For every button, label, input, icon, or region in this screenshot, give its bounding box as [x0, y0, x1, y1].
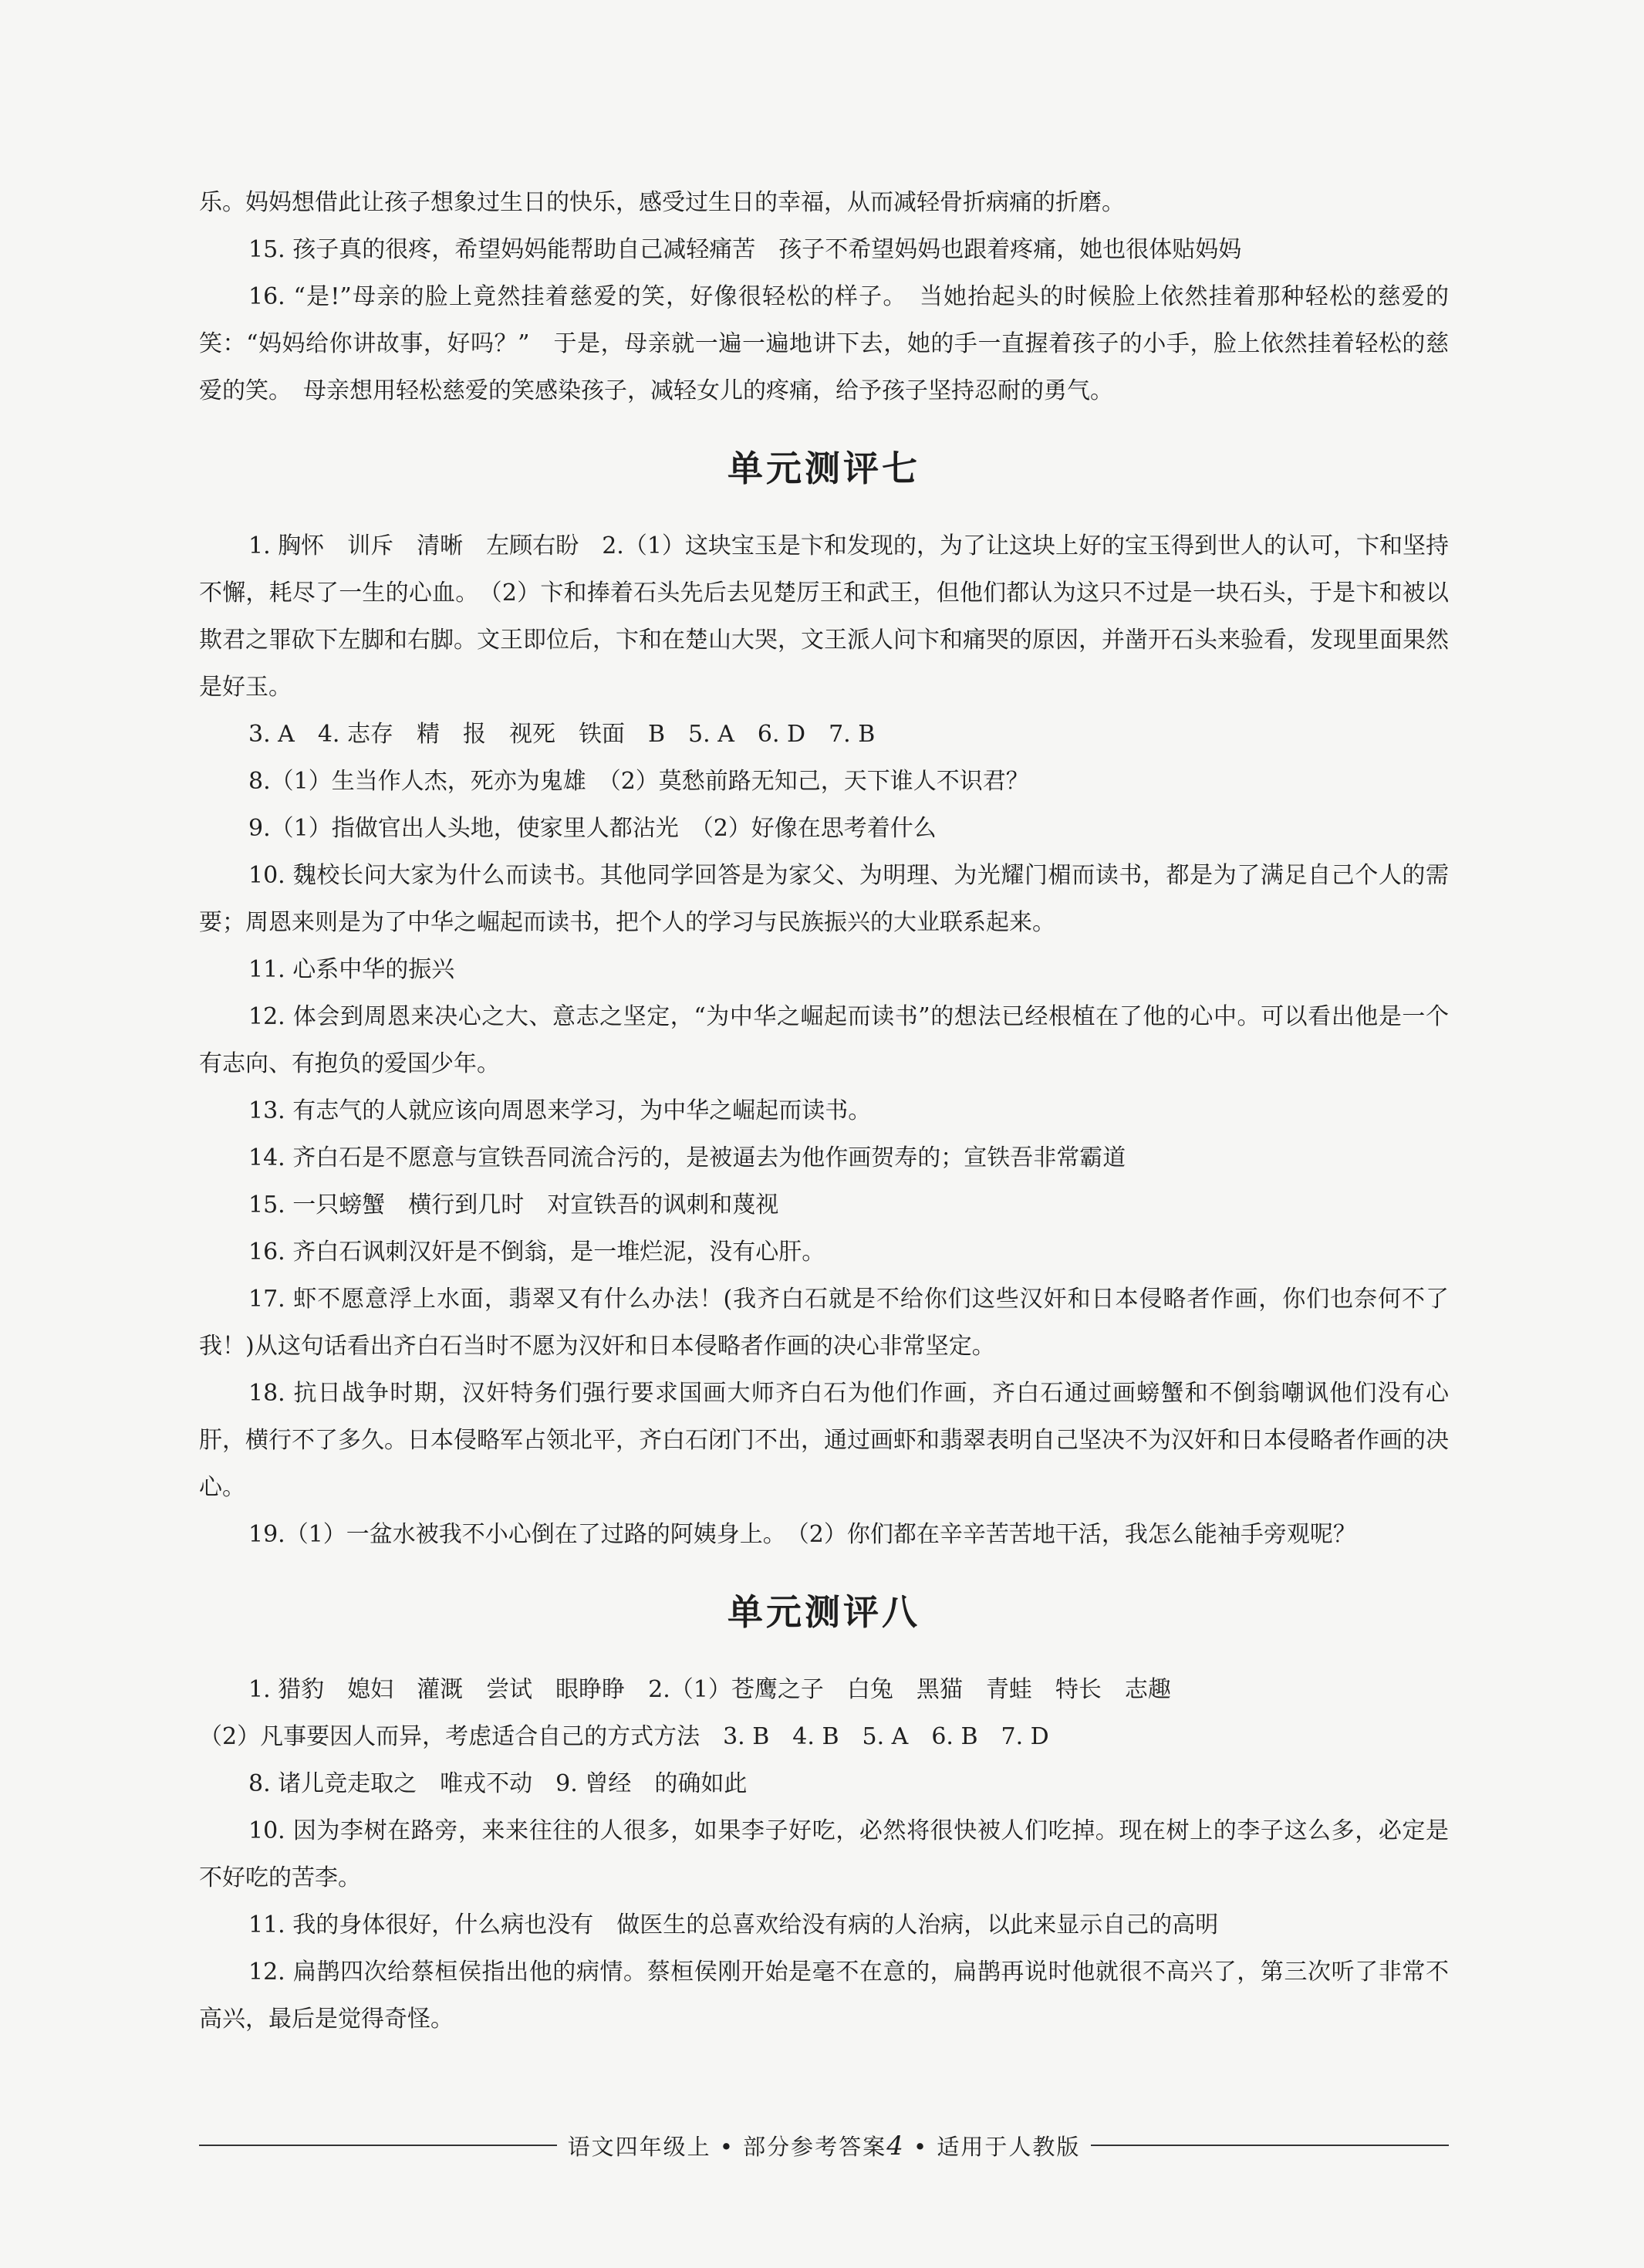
- unit8-answer-12: 12. 扁鹊四次给蔡桓侯指出他的病情。蔡桓侯刚开始是毫不在意的，扁鹊再说时他就很不高兴了，第三次听了非常不高兴，最后是觉得奇怪。: [199, 1959, 1449, 2033]
- footer-book-title: 语文四年级上 • 部分参考答案: [567, 2133, 887, 2160]
- unit8-answer-1-2-line1: 1. 猎豹 媳妇 灌溉 尝试 眼睁睁 2.（1）苍鹰之子 白兔 黑猫 青蛙 特长 志趣: [248, 1676, 1171, 1703]
- unit7-answer-11: 11. 心系中华的振兴: [248, 956, 455, 983]
- page-number: 4: [886, 2130, 905, 2162]
- unit7-answer-1-2: 1. 胸怀 训斥 清晰 左顾右盼 2.（1）这块宝玉是卞和发现的，为了让这块上好的宝玉得到世人的认可，卞和坚持不懈，耗尽了一生的心血。 （2）卞和捧着石头先后去见楚厉王和武王，但他们都认为这只不过是一块石头，于是卞和被以欺君之罪砍下左脚和右脚。文王即位后，卞和在楚山大哭，文王派人问卞和痛哭的原因，并凿开石头来验看，发现里面果然是好玉。: [199, 532, 1449, 701]
- unit7-answer-13: 13. 有志气的人就应该向周恩来学习，为中华之崛起而读书。: [248, 1097, 872, 1124]
- unit8-answer-2-7-line2: （2）凡事要因人而异，考虑适合自己的方式方法 3. B 4. B 5. A 6. B 7. D: [199, 1723, 1049, 1750]
- unit7-answer-8: 8.（1）生当作人杰，死亦为鬼雄 （2）莫愁前路无知己，天下谁人不识君？: [248, 768, 1029, 795]
- unit8-answer-10: 10. 因为李树在路旁，来来往往的人很多，如果李子好吃，必然将很快被人们吃掉。现在树上的李子这么多，必定是不好吃的苦李。: [199, 1817, 1449, 1891]
- unit7-answer-15: 15. 一只螃蟹 横行到几时 对宣铁吾的讽刺和蔑视: [248, 1191, 779, 1219]
- footer-text: [557, 2130, 1092, 2162]
- unit8-answer-11: 11. 我的身体很好，什么病也没有 做医生的总喜欢给没有病的人治病，以此来显示自己的高明: [248, 1911, 1219, 1938]
- page-content: [199, 179, 1449, 2043]
- unit7-answer-19: 19.（1）一盆水被我不小心倒在了过路的阿姨身上。 （2）你们都在辛辛苦苦地干活，我怎么能袖手旁观呢？: [248, 1521, 1356, 1548]
- answer-15: 15. 孩子真的很疼，希望妈妈能帮助自己减轻痛苦 孩子不希望妈妈也跟着疼痛，她也很体贴妈妈: [248, 236, 1242, 263]
- unit7-answer-17: 17. 虾不愿意浮上水面，翡翠又有什么办法！(我齐白石就是不给你们这些汉奸和日本侵略者作画，你们也奈何不了我！)从这句话看出齐白石当时不愿为汉奸和日本侵略者作画的决心非常坚定。: [199, 1286, 1449, 1360]
- footer-rule-left: [199, 2145, 557, 2146]
- page-footer: [199, 2126, 1449, 2165]
- unit7-answer-12: 12. 体会到周恩来决心之大、意志之坚定，“为中华之崛起而读书”的想法已经根植在了他的心中。可以看出他是一个有志向、有抱负的爱国少年。: [199, 1003, 1449, 1077]
- paragraph-continued: 乐。妈妈想借此让孩子想象过生日的快乐，感受过生日的幸福，从而减轻骨折病痛的折磨。: [199, 189, 1125, 216]
- unit7-answer-10: 10. 魏校长问大家为什么而读书。其他同学回答是为家父、为明理、为光耀门楣而读书，都是为了满足自己个人的需要；周恩来则是为了中华之崛起而读书，把个人的学习与民族振兴的大业联系起来。: [199, 862, 1449, 936]
- unit7-answer-16: 16. 齐白石讽刺汉奸是不倒翁，是一堆烂泥，没有心肝。: [248, 1239, 825, 1266]
- section-heading-unit-7: 单元测评七: [727, 448, 920, 489]
- unit7-answer-9: 9.（1）指做官出人头地，使家里人都沾光 （2）好像在思考着什么: [248, 815, 937, 842]
- unit7-answer-14: 14. 齐白石是不愿意与宣铁吾同流合污的，是被逼去为他作画贺寿的；宣铁吾非常霸道: [248, 1144, 1126, 1171]
- unit8-answer-8-9: 8. 诸儿竞走取之 唯戎不动 9. 曾经 的确如此: [248, 1770, 748, 1797]
- answer-16: 16. “是!”母亲的脸上竟然挂着慈爱的笑，好像很轻松的样子。 当她抬起头的时候脸上依然挂着那种轻松的慈爱的笑：“妈妈给你讲故事，好吗？” 于是，母亲就一遍一遍地讲下去，她的手一直握着孩子的小手，脸上依然挂着轻松的慈爱的笑。 母亲想用轻松慈爱的笑感染孩子，减轻女儿的疼痛，给予孩子坚持忍耐的勇气。: [199, 283, 1449, 404]
- footer-rule-right: [1091, 2145, 1449, 2146]
- section-heading-unit-8: 单元测评八: [727, 1591, 920, 1633]
- unit7-answer-18: 18. 抗日战争时期，汉奸特务们强行要求国画大师齐白石为他们作画，齐白石通过画螃蟹和不倒翁嘲讽他们没有心肝，横行不了多久。日本侵略军占领北平，齐白石闭门不出，通过画虾和翡翠表明自己坚决不为汉奸和日本侵略者作画的决心。: [199, 1380, 1449, 1501]
- unit7-answer-3-7: 3. A 4. 志存 精 报 视死 铁面 B 5. A 6. D 7. B: [248, 721, 876, 748]
- footer-edition: • 适用于人教版: [913, 2133, 1081, 2160]
